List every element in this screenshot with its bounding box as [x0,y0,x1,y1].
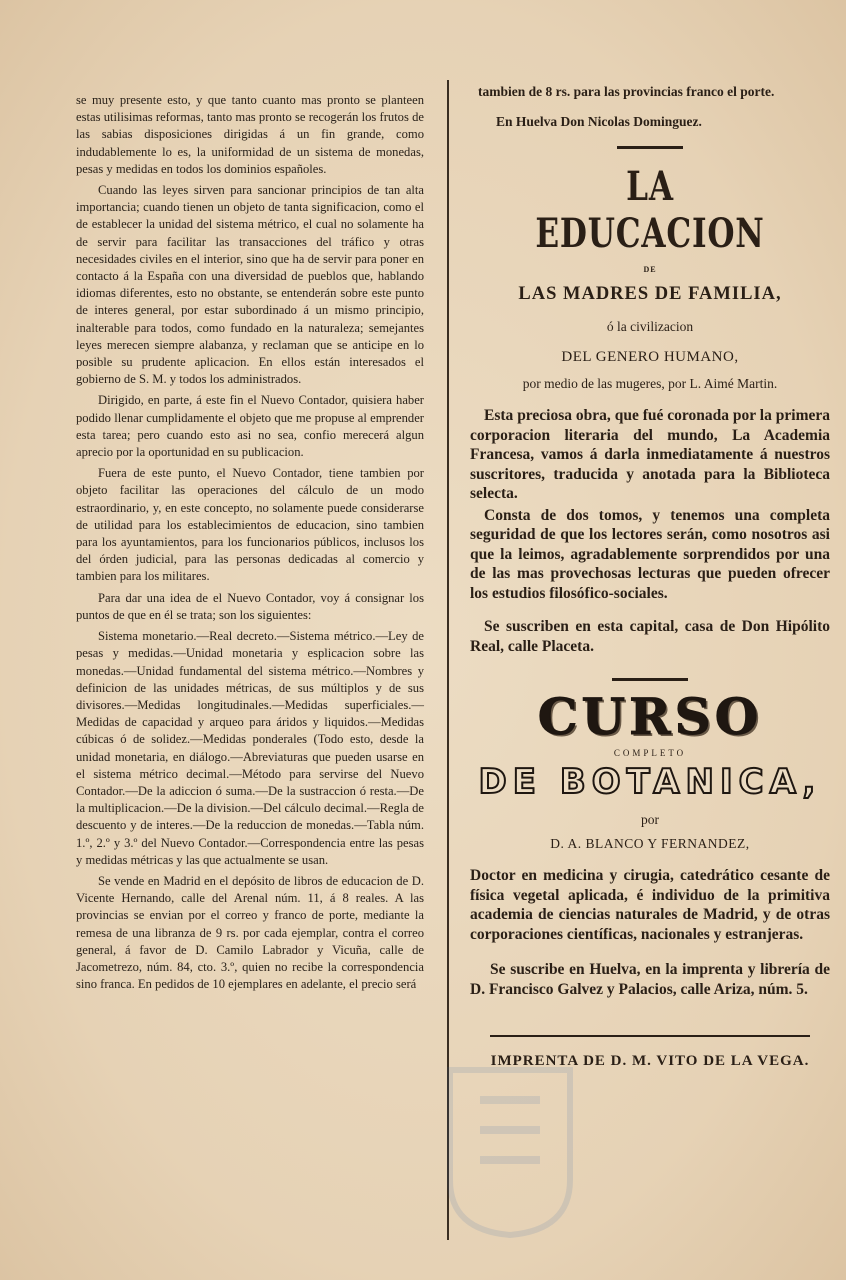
footer-rule [490,1035,810,1037]
continuation-line: tambien de 8 rs. para las provincias franco el porte. [478,84,775,99]
ad-body: Esta preciosa obra, que fué coronada por la primera corporacion literaria del mundo, La Academia Francesa, vamos á darla inmediatamente á nuestros suscritores, traducida y anotada para la Biblioteca selecta. [470,407,830,502]
left-column [76,92,424,993]
ad-subject: DE BOTANICA, [478,762,822,802]
ad-author-line: por medio de las mugeres, por L. Aimé Martin. [522,376,778,391]
agent-line: En Huelva Don Nicolas Dominguez. [496,114,702,129]
ad-connector: DE [643,265,657,274]
ad-credentials: Doctor en medicina y cirugia, catedrático cesante de física vegetal aplicada, é individuo de la primitiva academia de ciencias naturales de Madrid, y de otras corporaciones científicas, nacionales y estranjeras. [470,867,830,943]
left-paragraph: se muy presente esto, y que tanto cuanto mas pronto se planteen estas utilisimas reformas, tanto mas pronto se recogerán los frutos de las sabias disposiciones dirigidas á un fin grande, como indudablemente lo es, la uniformidad de un sistema de monedas, pesas y medidas en todos los dominios españoles. [76,93,424,176]
printer-imprint: IMPRENTA DE D. M. VITO DE LA VEGA. [490,1053,810,1069]
ad-title-educacion: LA EDUCACION [535,163,765,257]
ad-subscribe: Se suscriben en esta capital, casa de Don Hipólito Real, calle Placeta. [470,618,830,655]
ad-author: D. A. BLANCO Y FERNANDEZ, [550,836,750,851]
section-rule [612,678,688,681]
ad-civilizacion: ó la civilizacion [606,319,694,334]
left-paragraph: Para dar una idea de el Nuevo Contador, voy á consignar los puntos de que en él se trata; son los siguientes: [76,590,424,622]
ad-subscribe: Se suscribe en Huelva, en la imprenta y librería de D. Francisco Galvez y Palacios, calle Ariza, núm. 5. [470,961,830,998]
section-rule [617,146,683,149]
ad-subtitle: LAS MADRES DE FAMILIA, [518,284,782,304]
ad-por: por [641,812,659,827]
left-paragraph: Fuera de este punto, el Nuevo Contador, tiene tambien por objeto facilitar las operaciones del cálculo de un modo estraordinario, y, en este concepto, no solamente puede considerarse de utilidad para los establecimientos de educacion, sino tambien para los ayuntamientos, para los funcionarios públicos, inclusos los del órden judicial, para las personas dedicadas al comercio y tambien para los militares. [76,466,424,584]
library-stamp-icon [440,1060,580,1240]
left-paragraph: Se vende en Madrid en el depósito de libros de educacion de D. Vicente Hernando, calle del Arenal núm. 11, á 8 reales. A las provincias se envian por el correo y franco de porte, mediante la remesa de una libranza de 9 rs. por cada ejemplar, contra el correo general, á favor de D. Camilo Labrador y Vicuña, calle de Jacometrezo, núm. 84, cto. 3.º, quien no recibe la correspondencia sino franca. En pedidos de 10 ejemplares en adelante, el precio será [76,873,424,992]
right-column [470,84,830,1070]
left-paragraph: Cuando las leyes sirven para sancionar principios de tan alta importancia; cuando tienen un objeto de tanta significacion, como el de establecer la unidad del sistema métrico, el cual no solamente ha de servir para facilitar las transacciones del tráfico y otras necesidades civiles en el interior, sino que ha de servir para poner en contacto á la España con una diversidad de pueblos que, hablando idiomas diferentes, esto no obstante, se entenderán sobre este punto de interes general, por estar subordinado á un mismo principio, inalterable para todos, como fundado en la naturaleza; semejantes leyes merecen siempre alabanza, y reclaman que se anticipe en lo posible su prudente aplicacion. En ellos están interesados el gobierno de S. M. y todos los administrados. [76,183,424,387]
ad-title-curso: CURSO [537,687,763,746]
ad-body: Consta de dos tomos, y tenemos una completa seguridad de que los lectores serán, como nosotros asi que la leimos, agradablemente sorprendidos por una de las mas provechosas lecturas que pueden ofrecer los estudios filosófico-sociales. [470,506,830,602]
left-paragraph: Dirigido, en parte, á este fin el Nuevo Contador, quisiera haber podido llenar cumplidamente el objeto que me propuse al emprender esta tarea; pero cuando esto asi no sea, confio merecerá algun aprecio por la oportunidad en su publicacion. [76,393,424,460]
left-paragraph: Sistema monetario.—Real decreto.—Sistema métrico.—Ley de pesas y medidas.—Unidad monetaria y esplicacion sobre las monedas.—Unidad fundamental del sistema métrico.—Nombres y definicion de las unidades métricas, de sus múltiplos y de sus divisores.—Medidas longitudinales.—Medidas superficiales.—Medidas de capacidad y arqueo para áridos y liquidos.—Medidas cúbicas ó de solidez.—Medidas ponderales (Todo esto, desde la unidad monetaria, en diálogo.—Abreviaturas que pueden usarse en el sistema métrico decimal.—Método para servirse del Nuevo Contador.—De la adiccion ó suma.—De la sustraccion ó resta.—De la multiplicacion.—De la division.—Del cálculo decimal.—Regla de descuento y de interes.—De la reduccion de monedas.—Tabla núm. 1.º, 2.º y 3.º del Nuevo Contador.—Correspondencia entre las pesas y medidas métricas y las que actualmente se usan. [76,629,424,867]
ad-genero: DEL GENERO HUMANO, [561,349,739,365]
ad-completo: COMPLETO [613,748,687,758]
